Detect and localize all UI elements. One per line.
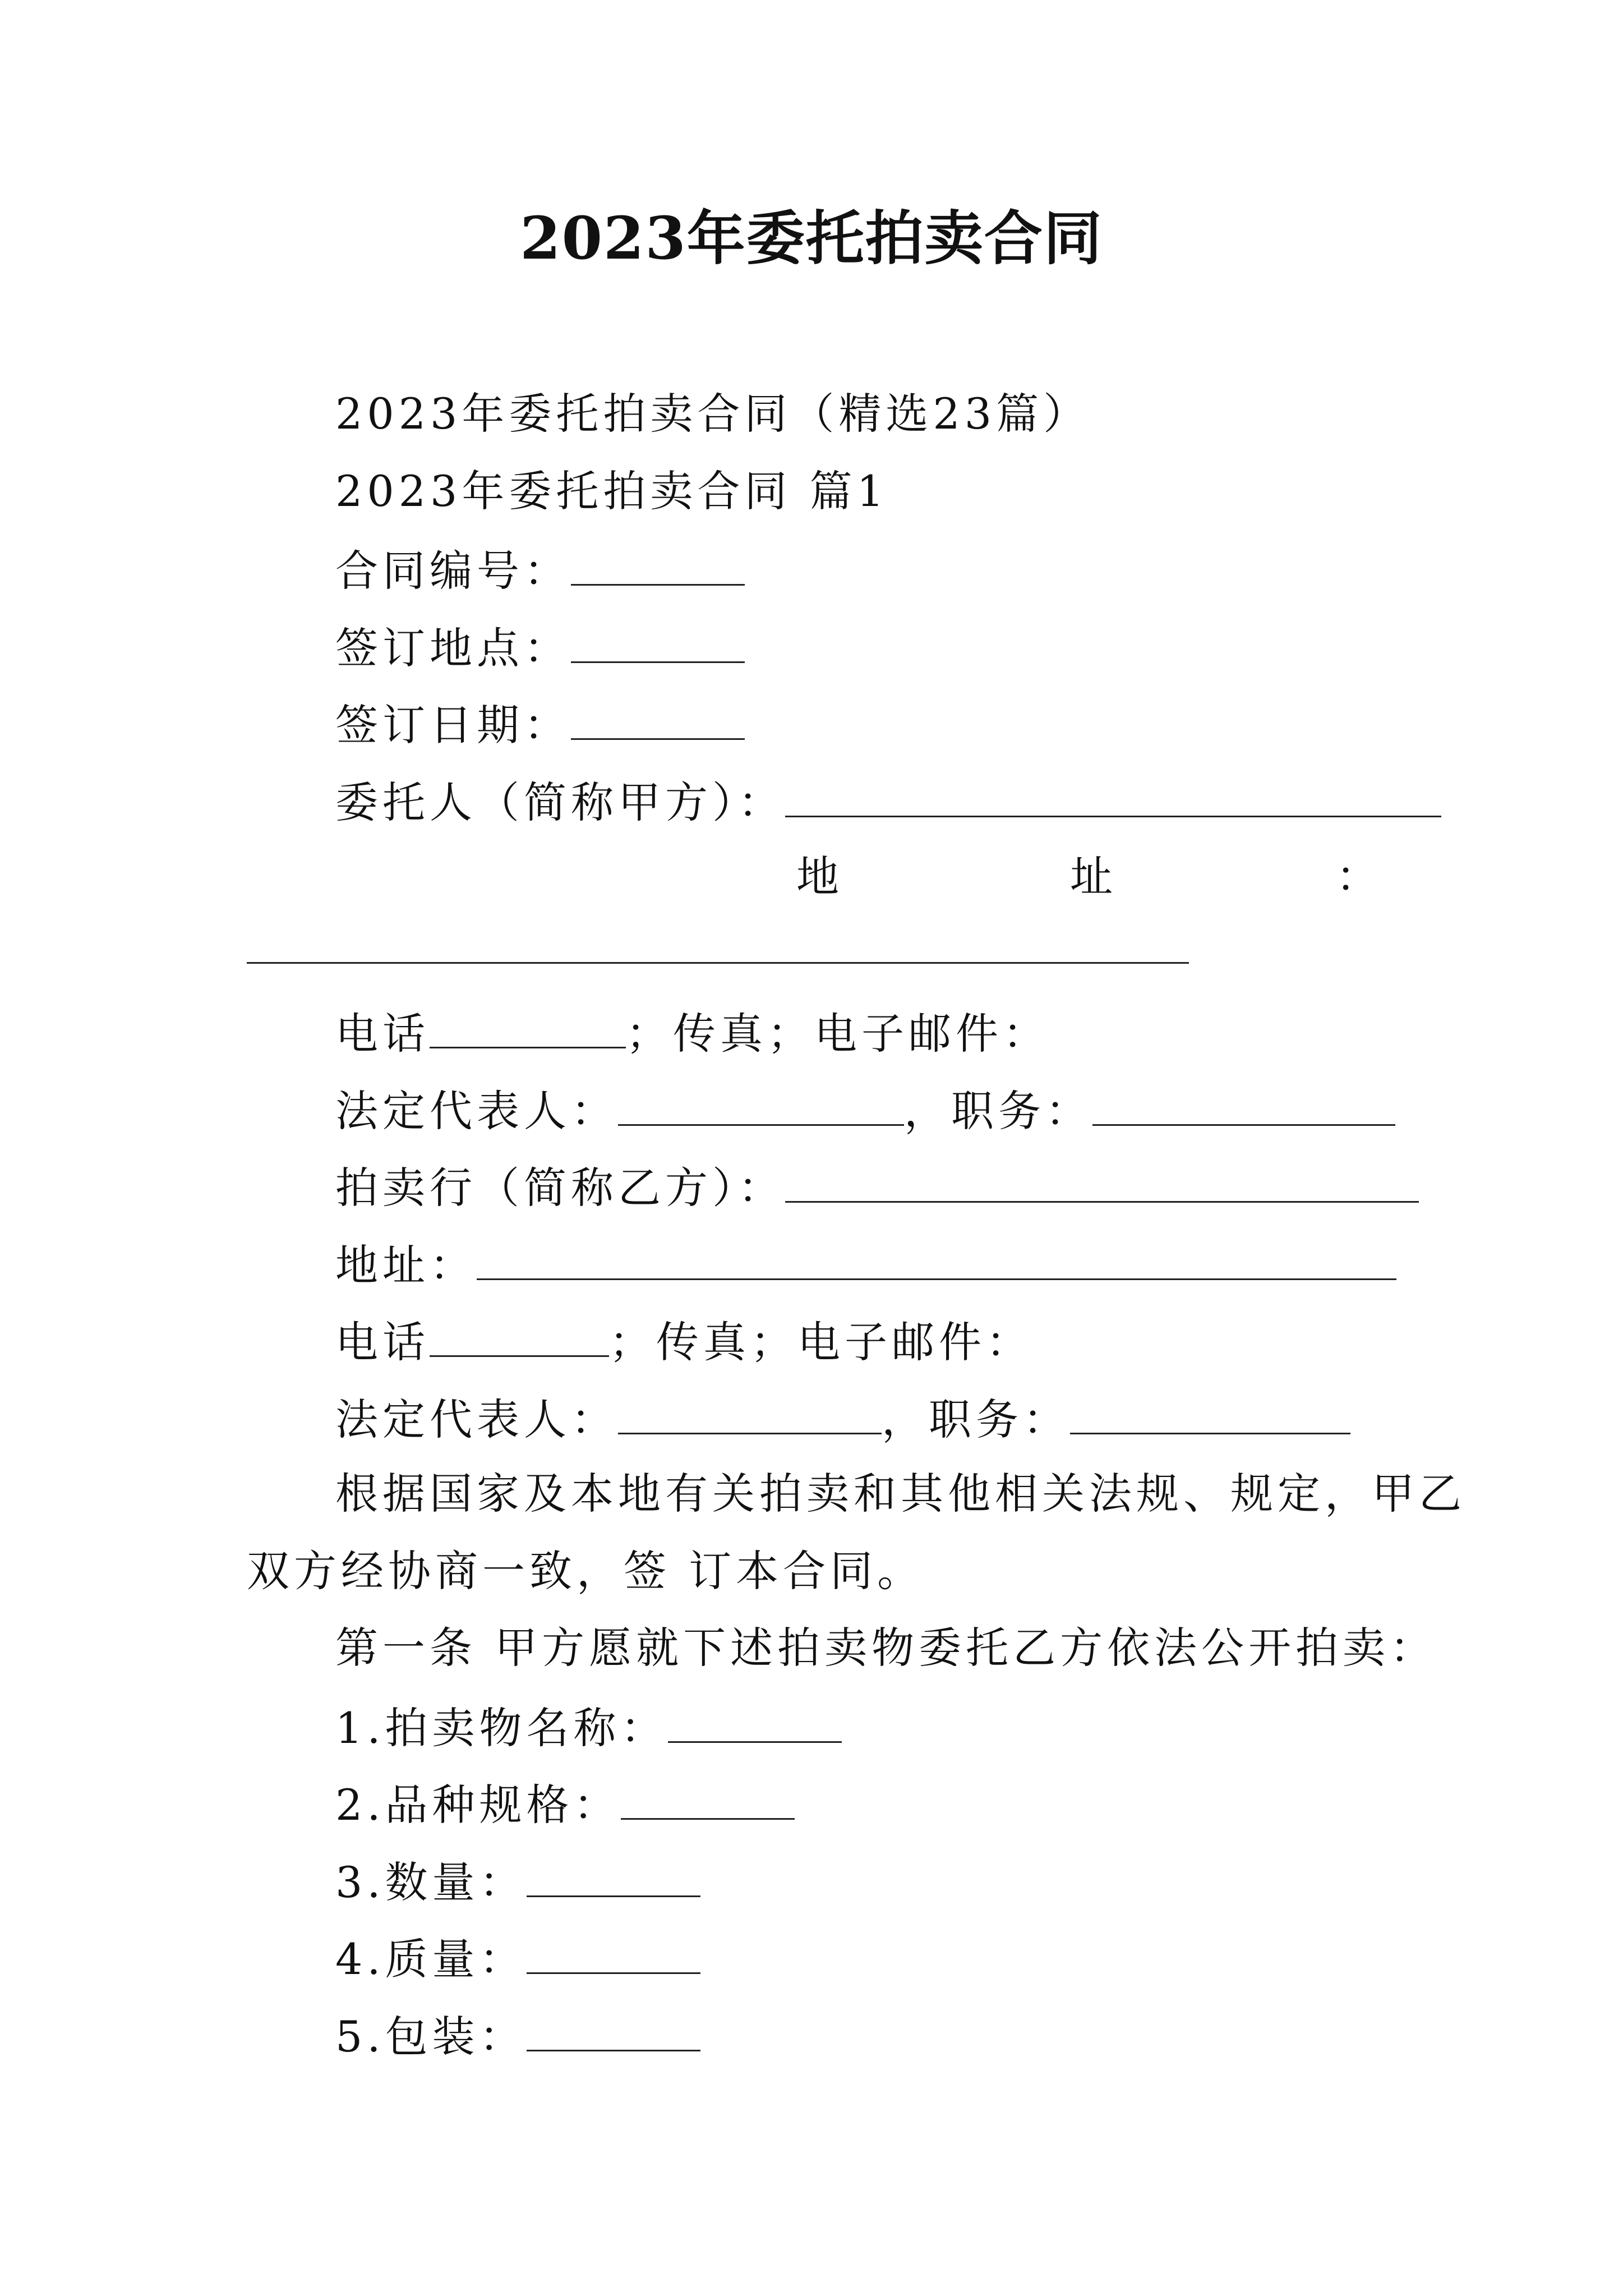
rep-a-label: 法定代表人： [335,1086,618,1136]
address-a-char-1: 地 [796,852,839,901]
item-3-blank[interactable] [527,1853,700,1897]
item-5-line [335,2007,700,2064]
phone-a-blank[interactable] [430,1004,626,1048]
rep-a-blank[interactable] [618,1082,904,1126]
address-a-char-2: 址 [1070,852,1113,901]
item-3-line [335,1853,700,1910]
document-title: 2023年委托拍卖合同 [520,204,1103,273]
position-a-blank[interactable] [1092,1082,1395,1126]
sign-place-blank[interactable] [571,619,745,663]
phone-a-line [335,1004,1050,1061]
rep-a-line [335,1082,1395,1138]
item-1-blank[interactable] [668,1699,842,1743]
position-a-label: ，职务： [904,1086,1092,1136]
party-a-label: 委托人（简称甲方）： [335,777,785,827]
contract-number-line [335,541,745,598]
item-2-blank[interactable] [621,1775,795,1820]
basis-paragraph-line-1: 根据国家及本地有关拍卖和其他相关法规、规定，甲乙 [335,1469,1466,1519]
item-1-label: 1.拍卖物名称： [335,1703,668,1753]
phone-b-blank[interactable] [430,1313,609,1357]
fax-email-b-label: ；传真；电子邮件： [609,1317,1033,1367]
section-heading: 2023年委托拍卖合同 篇1 [335,466,888,516]
phone-b-label: 电话 [335,1317,430,1367]
rep-b-blank[interactable] [618,1390,882,1434]
sign-place-line [335,619,745,675]
rep-b-line [335,1390,1350,1447]
phone-b-line [335,1313,1033,1369]
party-b-blank[interactable] [785,1158,1419,1203]
sign-date-line [335,696,745,752]
fax-email-a-label: ；传真；电子邮件： [626,1009,1050,1059]
address-b-label: 地址： [335,1240,477,1290]
contract-number-blank[interactable] [571,541,745,586]
item-5-label: 5.包装： [335,2012,527,2062]
party-a-line [335,773,1441,830]
item-1-line [335,1699,842,1755]
address-b-blank[interactable] [477,1236,1396,1280]
position-b-label: ，职务： [882,1395,1070,1444]
basis-paragraph-line-2: 双方经协商一致，签 订本合同。 [247,1546,925,1596]
item-4-line [335,1930,700,1986]
sign-place-label: 签订地点： [335,623,571,673]
address-a-blank[interactable] [247,962,1189,964]
phone-a-label: 电话 [335,1009,430,1059]
item-2-line [335,1775,795,1832]
item-5-blank[interactable] [527,2007,700,2051]
contract-number-label: 合同编号： [335,546,571,596]
item-2-label: 2.品种规格： [335,1780,621,1830]
item-4-blank[interactable] [527,1930,700,1974]
article-1: 第一条 甲方愿就下述拍卖物委托乙方依法公开拍卖： [335,1623,1437,1673]
sign-date-blank[interactable] [571,696,745,740]
rep-b-label: 法定代表人： [335,1395,618,1444]
address-b-line [335,1236,1396,1292]
sign-date-label: 签订日期： [335,700,571,750]
party-b-line [335,1158,1419,1215]
party-b-label: 拍卖行（简称乙方）： [335,1163,785,1213]
address-a-colon: ： [1336,852,1378,901]
party-a-blank[interactable] [785,773,1441,817]
position-b-blank[interactable] [1070,1390,1350,1434]
item-3-label: 3.数量： [335,1857,527,1907]
subtitle: 2023年委托拍卖合同（精选23篇） [335,389,1091,439]
item-4-label: 4.质量： [335,1934,527,1984]
